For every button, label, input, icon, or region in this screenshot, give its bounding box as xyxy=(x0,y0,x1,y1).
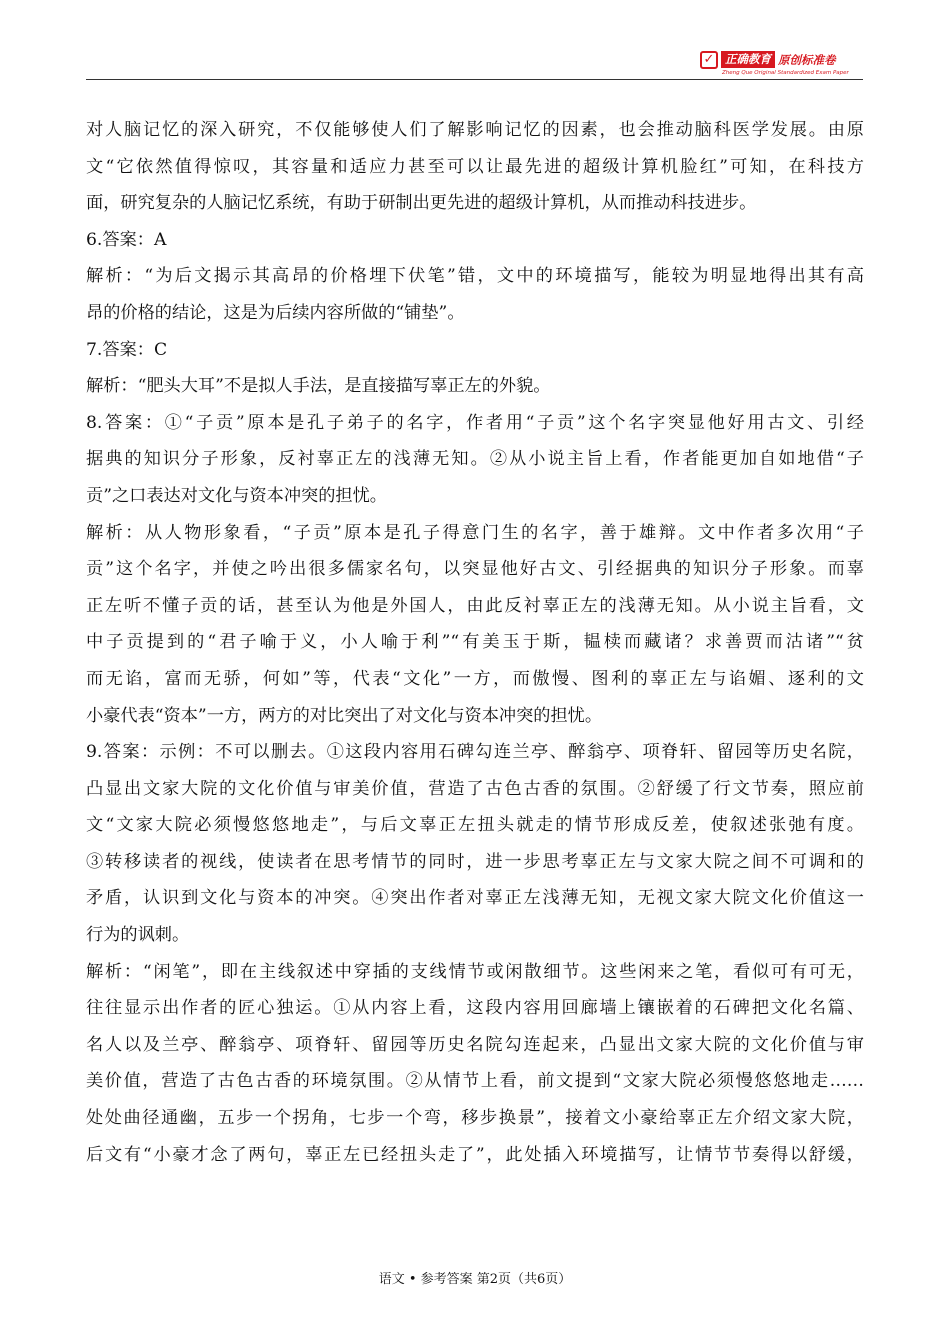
header-rule xyxy=(86,79,863,80)
text-line: 文“它依然值得惊叹，其容量和适应力甚至可以让最先进的超级计算机脸红”可知，在科技方 xyxy=(86,156,864,177)
text-line: 凸显出文家大院的文化价值与审美价值，营造了古色古香的氛围。②舒缓了行文节奏，照应前 xyxy=(86,778,864,799)
text-line: 9.答案：示例：不可以删去。①这段内容用石碑勾连兰亭、醉翁亭、项脊轩、留园等历史名院， xyxy=(86,742,864,763)
brand-subtitle: Zheng Que Original Standardized Exam Paper xyxy=(722,70,849,76)
text-line: 后文有“小豪才念了两句，辜正左已经扭头走了”，此处插入环境描写，让情节节奏得以舒缓， xyxy=(86,1144,864,1165)
text-line: 解析：从人物形象看，“子贡”原本是孔子得意门生的名字，善于雄辩。文中作者多次用“子 xyxy=(86,522,864,543)
check-icon: ✓ xyxy=(700,51,718,69)
text-line: 矛盾，认识到文化与资本的冲突。④突出作者对辜正左浅薄无知，无视文家大院文化价值这一 xyxy=(86,888,864,909)
text-line: 往往显示出作者的匠心独运。①从内容上看，这段内容用回廊墙上镶嵌着的石碑把文化名篇、 xyxy=(86,998,864,1019)
text-line: 昂的价格的结论，这是为后续内容所做的“铺垫”。 xyxy=(86,302,465,323)
text-line: 处处曲径通幽，五步一个拐角，七步一个弯，移步换景”，接着文小豪给辜正左介绍文家大院， xyxy=(86,1108,864,1129)
text-line: 6.答案：A xyxy=(86,229,167,250)
brand-name: 正确教育 xyxy=(721,51,775,68)
text-line: 面，研究复杂的人脑记忆系统，有助于研制出更先进的超级计算机，从而推动科技进步。 xyxy=(86,193,757,214)
text-line: 名人以及兰亭、醉翁亭、项脊轩、留园等历史名院勾连起来，凸显出文家大院的文化价值与审 xyxy=(86,1034,864,1055)
answer-content xyxy=(86,116,864,1177)
text-line: 据典的知识分子形象，反衬辜正左的浅薄无知。②从小说主旨上看，作者能更加自如地借“子 xyxy=(86,449,864,470)
text-line: 7.答案：C xyxy=(86,339,168,360)
text-line: 美价值，营造了古色古香的环境氛围。②从情节上看，前文提到“文家大院必须慢悠悠地走…… xyxy=(86,1071,864,1092)
text-line: 中子贡提到的“君子喻于义，小人喻于利”“有美玉于斯，韫椟而藏诸？求善贾而沽诸”“贫 xyxy=(86,632,864,653)
text-line: 正左听不懂子贡的话，甚至认为他是外国人，由此反衬辜正左的浅薄无知。从小说主旨看，文 xyxy=(86,595,864,616)
page-footer: 语文 • 参考答案 第2页（共6页） xyxy=(378,1272,572,1287)
text-line: 小豪代表“资本”一方，两方的对比突出了对文化与资本冲突的担忧。 xyxy=(86,705,603,726)
text-line: 文“文家大院必须慢悠悠地走”，与后文辜正左扭头就走的情节形成反差，使叙述张弛有度。 xyxy=(86,815,864,836)
text-line: 而无谄，富而无骄，何如”等，代表“文化”一方，而傲慢、图利的辜正左与谄媚、逐利的文 xyxy=(86,668,864,689)
text-line: 解析：“为后文揭示其高昂的价格埋下伏笔”错，文中的环境描写，能较为明显地得出其有高 xyxy=(86,266,864,287)
text-line: 行为的讽刺。 xyxy=(86,925,190,946)
text-line: 解析：“肥头大耳”不是拟人手法，是直接描写辜正左的外貌。 xyxy=(86,376,551,397)
text-line: 对人脑记忆的深入研究，不仅能够使人们了解影响记忆的因素，也会推动脑科医学发展。由原 xyxy=(86,120,864,140)
text-line: 解析：“闲笔”，即在主线叙述中穿插的支线情节或闲散细节。这些闲来之笔，看似可有可无， xyxy=(86,961,864,982)
text-line: 8.答案：①“子贡”原本是孔子弟子的名字，作者用“子贡”这个名字突显他好用古文、引经 xyxy=(86,412,864,433)
text-line: 贡”这个名字，并使之吟出很多儒家名句，以突显他好古文、引经据典的知识分子形象。而辜 xyxy=(86,559,864,580)
brand-slogan: 原创标准卷 xyxy=(778,52,836,67)
text-line: 贡”之口表达对文化与资本冲突的担忧。 xyxy=(86,485,387,506)
publisher-logo xyxy=(700,50,863,78)
text-line: ③转移读者的视线，使读者在思考情节的同时，进一步思考辜正左与文家大院之间不可调和的 xyxy=(86,851,864,872)
